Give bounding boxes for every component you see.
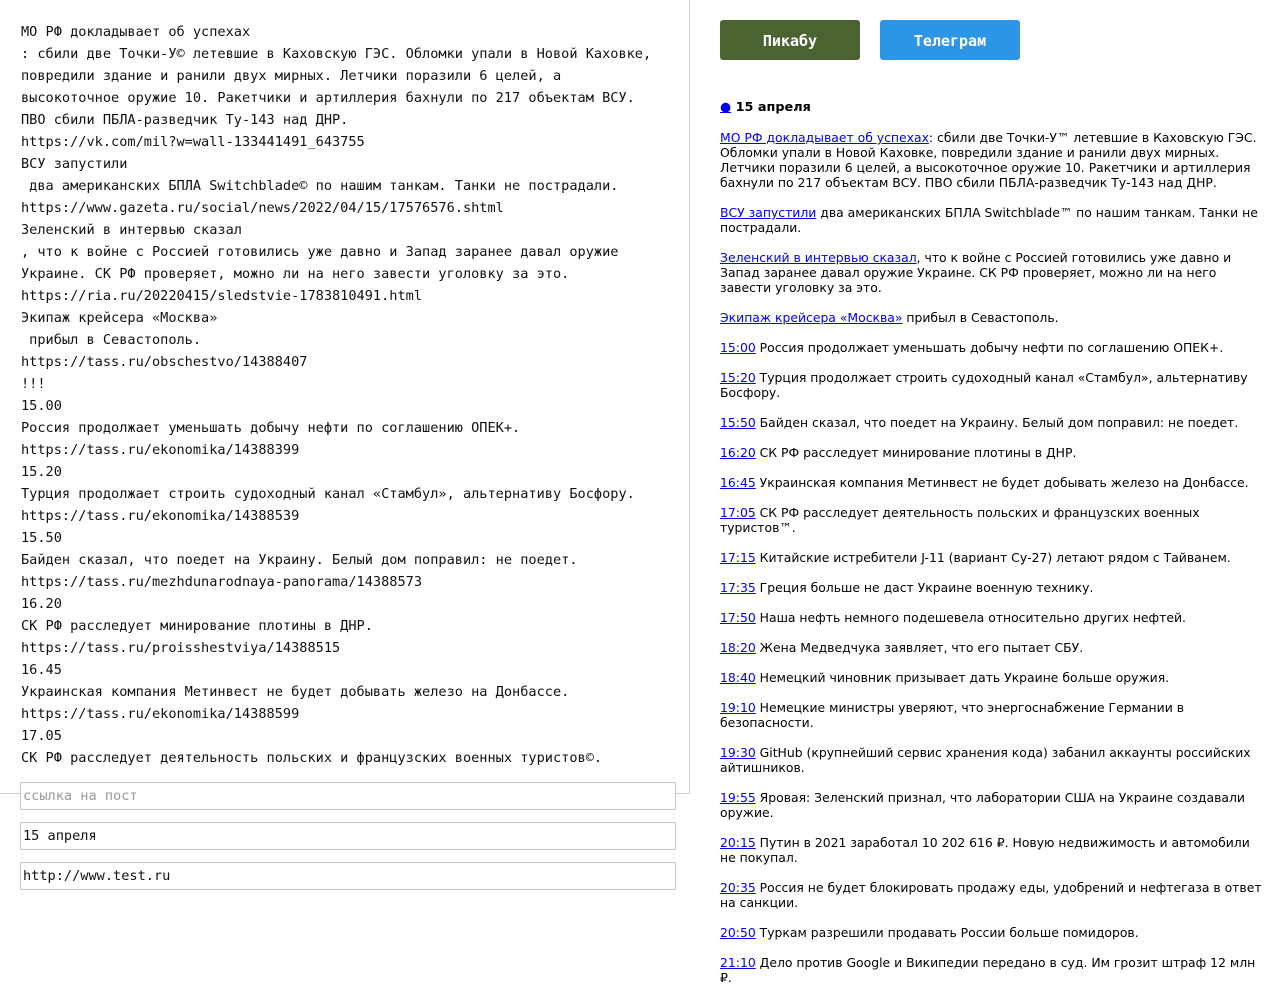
time-link[interactable]: 19:55	[720, 790, 756, 805]
news-text: Турция продолжает строить судоходный канал «Стамбул», альтернативу Босфору.	[720, 370, 1248, 400]
news-text: Россия продолжает уменьшать добычу нефти по соглашению ОПЕК+.	[755, 340, 1224, 355]
time-link[interactable]: 17:05	[720, 505, 756, 520]
timed-news-item	[720, 745, 1265, 775]
time-link[interactable]: 19:30	[720, 745, 756, 760]
timed-news-item	[720, 610, 1265, 625]
timed-news-item	[720, 415, 1265, 430]
news-item	[720, 130, 1265, 190]
news-text: Яровая: Зеленский признал, что лаборатории США на Украине создавали оружие.	[720, 790, 1245, 820]
news-text: Туркам разрешили продавать России больше помидоров.	[755, 925, 1139, 940]
time-link[interactable]: 21:10	[720, 955, 756, 970]
timed-list	[720, 340, 1265, 985]
day-heading	[720, 100, 1265, 115]
timed-news-item	[720, 550, 1265, 565]
timed-news-item	[720, 670, 1265, 685]
post-link-input[interactable]	[20, 782, 676, 810]
telegram-button[interactable]: Телеграм	[880, 20, 1020, 60]
timed-news-item	[720, 370, 1265, 400]
news-text: Немецкие министры уверяют, что энергоснабжение Германии в безопасности.	[720, 700, 1184, 730]
timed-news-item	[720, 445, 1265, 460]
time-link[interactable]: 16:45	[720, 475, 756, 490]
news-link[interactable]: Экипаж крейсера «Москва»	[720, 310, 903, 325]
news-item	[720, 310, 1265, 325]
timed-news-item	[720, 475, 1265, 490]
news-text: : сбили две Точки-У™ летевшие в Каховскую ГЭС. Обломки упали в Новой Каховке, повредили здание и ранили двух мирных. Летчики поразили 6 целей, а высокоточное оружие 10. Ракетчики и артиллерия бахнули по 217 объектам ВСУ. ПВО сбили ПБЛА-разведчик Ту-143 над ДНР.	[720, 130, 1257, 190]
news-text: Греция больше не даст Украине военную технику.	[755, 580, 1094, 595]
news-item	[720, 205, 1265, 235]
time-link[interactable]: 20:15	[720, 835, 756, 850]
news-text: Дело против Google и Википедии передано в суд. Им грозит штраф 12 млн ₽.	[720, 955, 1256, 985]
timed-news-item	[720, 790, 1265, 820]
news-text: Путин в 2021 заработал 10 202 616 ₽. Новую недвижимость и автомобили не покупал.	[720, 835, 1250, 865]
timed-news-item	[720, 580, 1265, 595]
news-text: Байден сказал, что поедет на Украину. Белый дом поправил: не поедет.	[755, 415, 1239, 430]
time-link[interactable]: 17:15	[720, 550, 756, 565]
time-link[interactable]: 16:20	[720, 445, 756, 460]
news-text: Наша нефть немного подешевела относительно других нефтей.	[755, 610, 1186, 625]
time-link[interactable]: 15:20	[720, 370, 756, 385]
timed-news-item	[720, 505, 1265, 535]
timed-news-item	[720, 640, 1265, 655]
source-textarea[interactable]	[0, 0, 690, 794]
time-link[interactable]: 20:50	[720, 925, 756, 940]
timed-news-item	[720, 835, 1265, 865]
time-link[interactable]: 17:50	[720, 610, 756, 625]
news-text: Немецкий чиновник призывает дать Украине больше оружия.	[755, 670, 1170, 685]
time-link[interactable]: 20:35	[720, 880, 756, 895]
news-text: Россия не будет блокировать продажу еды, удобрений и нефтегаза в ответ на санкции.	[720, 880, 1262, 910]
news-text: СК РФ расследует минирование плотины в ДНР.	[755, 445, 1077, 460]
day-anchor-link[interactable]: ●	[720, 100, 732, 115]
news-text: Украинская компания Метинвест не будет добывать железо на Донбассе.	[755, 475, 1249, 490]
time-link[interactable]: 17:35	[720, 580, 756, 595]
news-text: два американских БПЛА Switchblade™ по нашим танкам. Танки не пострадали.	[720, 205, 1258, 235]
source-text[interactable]: МО РФ докладывает об успехах : сбили две Точки-У© летевшие в Каховскую ГЭС. Обломки упали в Новой Каховке, повредили здание и ранили двух мирных. Летчики поразили 6 целей, а высокоточное оружие 10. Ракетчики и артиллерия бахнули по 217 объектам ВСУ. ПВО сбили ПБЛА-разведчик Ту-143 над ДНР. https://vk.com/mil?w=wall-133441491_643755 ВСУ запустили два американских БПЛА Switchblade© по нашим танкам. Танки не пострадали. https://www.gazeta.ru/social/news/2022/04/15/17576576.shtml Зеленский в интервью сказал , что к войне с Россией готовились уже давно и Запад заранее давал оружие Украине. СК РФ проверяет, можно ли на него завести уголовку за это. https://ria.ru/20220415/sledstvie-1783810491.html Экипаж крейсера «Москва» прибыл в Севастополь. https://tass.ru/obschestvo/14388407 !!! 15.00 Россия продолжает уменьшать добычу нефти по соглашению ОПЕК+. https://tass.ru/ekonomika/14388399 15.20 Турция продолжает строить судоходный канал «Стамбул», альтернативу Босфору. https://tass.ru/ekonomika/14388539 15.50 Байден сказал, что поедет на Украину. Белый дом поправил: не поедет. https://tass.ru/mezhdunarodnaya-panorama/14388573 16.20 СК РФ расследует минирование плотины в ДНР. https://tass.ru/proisshestviya/14388515 16.45 Украинская компания Метинвест не будет добывать железо на Донбассе. https://tass.ru/ekonomika/14388599 17.05 СК РФ расследует деятельность польских и французских военных туристов©.	[21, 24, 652, 766]
news-text: Китайские истребители J-11 (вариант Су-27) летают рядом с Тайванем.	[755, 550, 1231, 565]
news-text: прибыл в Севастополь.	[902, 310, 1059, 325]
time-link[interactable]: 19:10	[720, 700, 756, 715]
news-text: Жена Медведчука заявляет, что его пытает СБУ.	[755, 640, 1084, 655]
timed-news-item	[720, 340, 1265, 355]
date-input[interactable]	[20, 822, 676, 850]
news-link[interactable]: МО РФ докладывает об успехах	[720, 130, 929, 145]
timed-news-item	[720, 880, 1265, 910]
timed-news-item	[720, 955, 1265, 985]
time-link[interactable]: 15:50	[720, 415, 756, 430]
news-link[interactable]: ВСУ запустили	[720, 205, 817, 220]
news-text: СК РФ расследует деятельность польских и французских военных туристов™.	[720, 505, 1200, 535]
time-link[interactable]: 18:40	[720, 670, 756, 685]
news-link[interactable]: Зеленский в интервью сказал	[720, 250, 917, 265]
url-input[interactable]	[20, 862, 676, 890]
pikabu-button[interactable]: Пикабу	[720, 20, 860, 60]
news-text: , что к войне с Россией готовились уже давно и Запад заранее давал оружие Украине. СК РФ проверяет, можно ли на него завести уголовку за это.	[720, 250, 1232, 295]
time-link[interactable]: 18:20	[720, 640, 756, 655]
intro-list	[720, 130, 1265, 325]
timed-news-item	[720, 925, 1265, 940]
news-preview	[720, 100, 1265, 1000]
news-item	[720, 250, 1265, 295]
timed-news-item	[720, 700, 1265, 730]
time-link[interactable]: 15:00	[720, 340, 756, 355]
news-text: GitHub (крупнейший сервис хранения кода) забанил аккаунты российских айтишников.	[720, 745, 1251, 775]
day-date: 15 апреля	[735, 100, 811, 115]
